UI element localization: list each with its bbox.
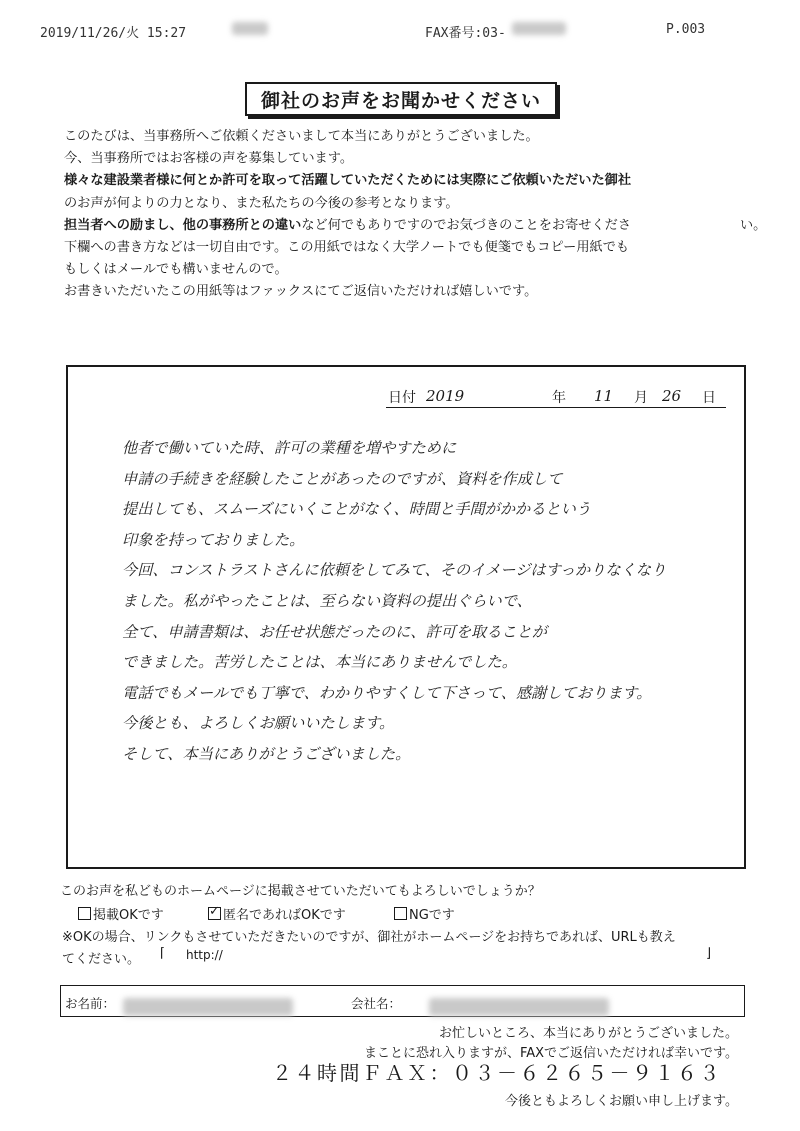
- closing-note: 今後ともよろしくお願い申し上げます。: [505, 1094, 738, 1109]
- option-anonymous-ok[interactable]: ✓ 匿名であればOKです: [208, 904, 346, 923]
- intro-bold-prefix: 担当者への励まし、他の事務所との違い: [64, 217, 302, 233]
- name-label: お名前：: [65, 996, 116, 1011]
- url-bracket-right: ⌋: [706, 946, 712, 961]
- handwritten-comment: [122, 433, 742, 770]
- handwritten-line: 全て、申請書類は、お任せ状態だったのに、許可を取ることが: [122, 622, 547, 641]
- publish-options: [64, 904, 564, 924]
- name-company-row: [60, 985, 745, 1017]
- checkbox-icon[interactable]: [394, 907, 407, 920]
- handwritten-line: 印象を持っておりました。: [122, 530, 305, 549]
- intro-line: お書きいただいたこの用紙等はファックスにてご返信いただければ嬉しいです。: [64, 284, 538, 300]
- handwritten-line: 電話でもメールでも丁寧で、わかりやすくして下さって、感謝しております。: [122, 683, 652, 702]
- date-month: 11: [594, 387, 614, 405]
- reply-request: まことに恐れ入りますが、FAXでご返信いただければ幸いです。: [363, 1046, 738, 1061]
- publish-question: このお声を私どものホームページに掲載させていただいてもよろしいでしょうか？: [60, 884, 541, 899]
- url-field[interactable]: http://: [186, 948, 223, 962]
- intro-line: 下欄への書き方などは一切自由です。この用紙ではなく大学ノートでも便箋でもコピー用紙でも: [64, 240, 630, 256]
- date-month-unit: 月: [634, 390, 648, 406]
- handwritten-line: ました。私がやったことは、至らない資料の提出ぐらいで、: [122, 591, 532, 610]
- option-ng[interactable]: NGです: [394, 904, 455, 923]
- handwritten-line: できました。苦労したことは、本当にありませんでした。: [122, 653, 517, 672]
- date-day-unit: 日: [702, 390, 716, 406]
- fax-number-label: FAX番号:03-: [425, 26, 506, 41]
- fax-header: [0, 22, 800, 42]
- handwritten-line: 他者で働いていた時、許可の業種を増やすために: [122, 439, 457, 457]
- intro-line: い。: [740, 217, 767, 233]
- fax-datetime: 2019/11/26/火 15:27: [40, 26, 187, 41]
- checkbox-checked-icon[interactable]: [208, 907, 221, 920]
- handwritten-line: 今後とも、よろしくお願いいたします。: [122, 714, 395, 733]
- checkbox-icon[interactable]: [78, 907, 91, 920]
- url-note: ※OKの場合、リンクもさせていただきたいのですが、御社がホームページをお持ちであれば、URLも教え: [62, 930, 676, 945]
- intro-line: もしくはメールでも構いませんので。: [64, 262, 288, 278]
- intro-text: [64, 126, 767, 304]
- option-publish-ok[interactable]: 掲載OKです: [78, 904, 164, 923]
- handwritten-line: 今回、コンストラストさんに依頼をしてみて、そのイメージはすっかりなくなり: [122, 561, 667, 580]
- intro-line: このたびは、当事務所へご依頼くださいまして本当にありがとうございました。: [64, 129, 539, 144]
- handwritten-line: 申請の手続きを経験したことがあったのですが、資料を作成して: [122, 469, 563, 488]
- date-day: 26: [662, 387, 682, 405]
- url-note-cont: てください。: [62, 952, 141, 967]
- comment-box: [66, 365, 746, 869]
- page-title: 御社のお声をお聞かせください: [245, 82, 557, 116]
- url-bracket-left: ⌈: [160, 946, 166, 961]
- handwritten-line: 提出しても、スムーズにいくことがなく、時間と手間がかかるという: [122, 500, 591, 519]
- date-label: 日付: [388, 390, 416, 406]
- intro-line: 今、当事務所ではお客様の声を募集しています。: [64, 151, 354, 167]
- intro-line: のお声が何よりの力となり、また私たちの今後の参考となります。: [64, 195, 459, 211]
- date-line: [386, 385, 726, 408]
- thanks-note: お忙しいところ、本当にありがとうございました。: [438, 1026, 738, 1041]
- fax-number-24h: ２４時間ＦＡＸ：０３－６２６５－９１６３: [272, 1061, 722, 1085]
- page-number: P.003: [666, 22, 706, 37]
- company-label: 会社名：: [351, 996, 402, 1011]
- intro-line: [64, 215, 754, 237]
- intro-rest: など何でもありですのでお気づきのことをお寄せくださ: [301, 217, 632, 233]
- intro-line: 様々な建設業者様に何とか許可を取って活躍していただくためには実際にご依頼いただいた御社: [64, 173, 632, 189]
- date-year-unit: 年: [552, 390, 566, 406]
- date-year: 2019: [426, 387, 465, 405]
- handwritten-line: そして、本当にありがとうございました。: [122, 744, 411, 763]
